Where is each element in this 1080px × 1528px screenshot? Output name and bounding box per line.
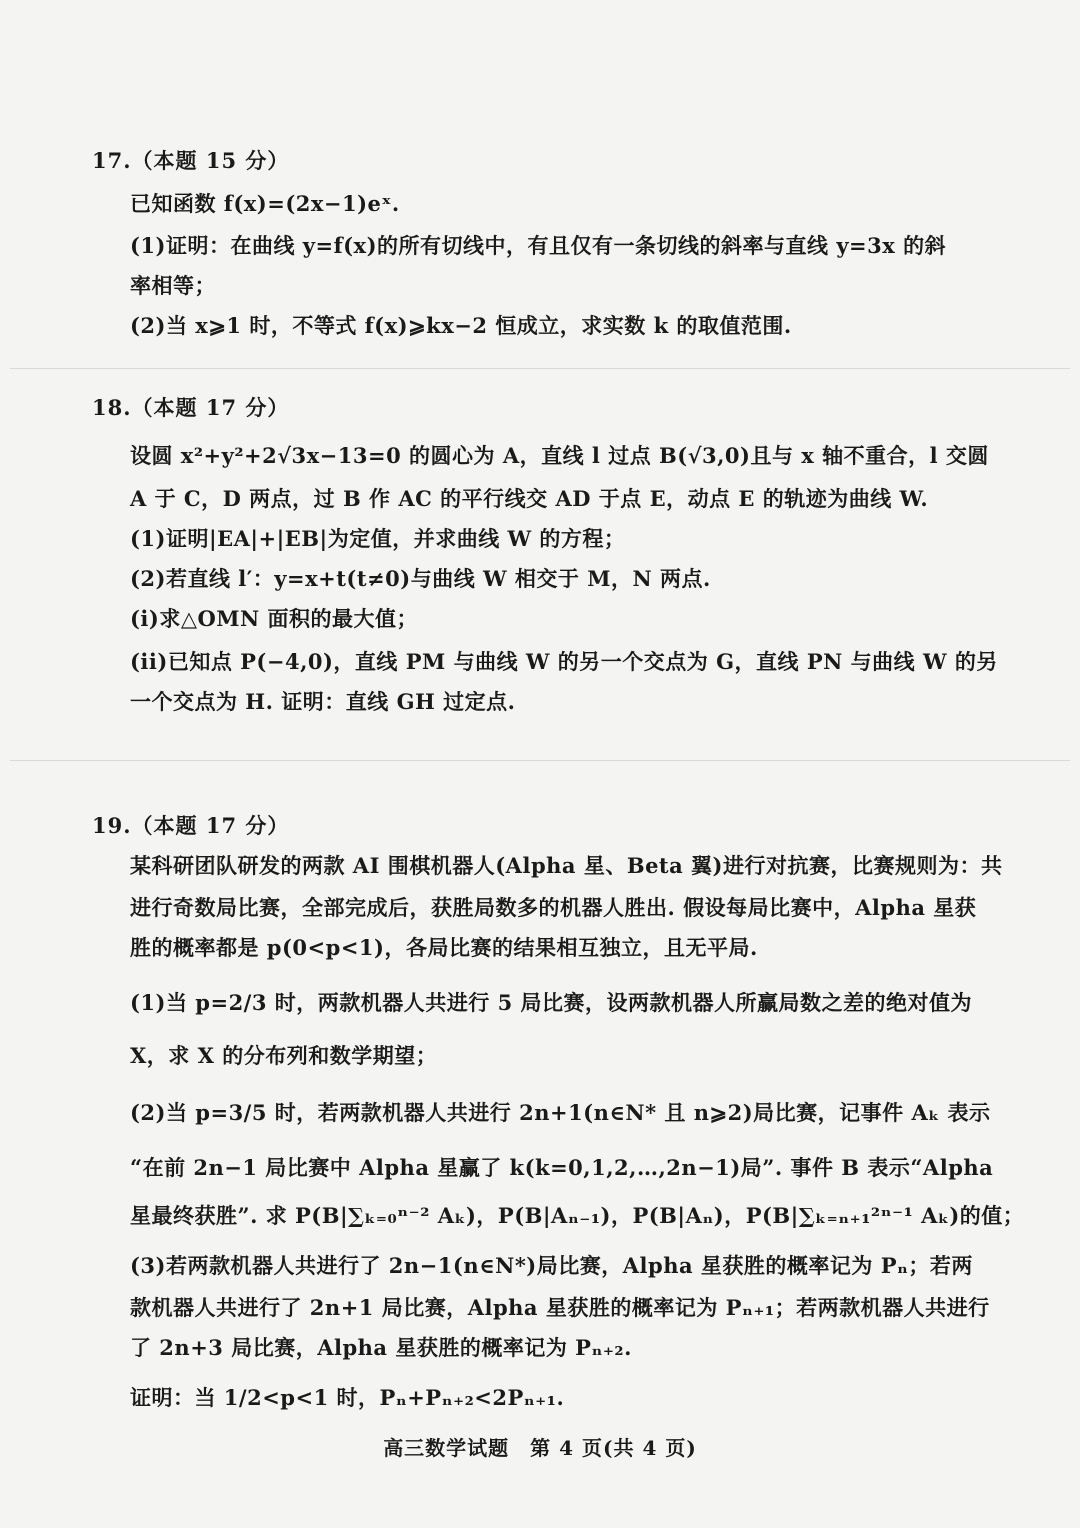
q19-line-8: 星最终获胜”. 求 P(B|∑ₖ₌₀ⁿ⁻² Aₖ)，P(B|Aₙ₋₁)，P(B|Aₙ)，P(B|∑ₖ₌ₙ₊₁²ⁿ⁻¹ Aₖ)的值；: [130, 1203, 1025, 1228]
q19-line-11: 了 2n+3 局比赛，Alpha 星获胜的概率记为 Pₙ₊₂.: [130, 1335, 632, 1360]
q19-line-6: (2)当 p=3/5 时，若两款机器人共进行 2n+1(n∈N* 且 n⩾2)局比赛，记事件 Aₖ 表示: [130, 1100, 991, 1125]
q18-line-5: (i)求△OMN 面积的最大值；: [130, 606, 419, 631]
q19-line-5: X，求 X 的分布列和数学期望；: [130, 1043, 438, 1068]
q19-header: 19.（本题 17 分）: [92, 813, 290, 838]
q17-line-2: (1)证明：在曲线 y=f(x)的所有切线中，有且仅有一条切线的斜率与直线 y=3x 的斜: [130, 233, 947, 258]
q18-line-2: A 于 C，D 两点，过 B 作 AC 的平行线交 AD 于点 E，动点 E 的轨迹为曲线 W.: [130, 486, 929, 511]
q18-line-1: 设圆 x²+y²+2√3x−13=0 的圆心为 A，直线 l 过点 B(√3,0)且与 x 轴不重合，l 交圆: [130, 443, 989, 468]
q19-line-4: (1)当 p=2/3 时，两款机器人共进行 5 局比赛，设两款机器人所赢局数之差的绝对值为: [130, 990, 973, 1015]
q18-line-4: (2)若直线 l′：y=x+t(t≠0)与曲线 W 相交于 M，N 两点.: [130, 566, 711, 591]
q19-line-7: “在前 2n−1 局比赛中 Alpha 星赢了 k(k=0,1,2,…,2n−1)局”. 事件 B 表示“Alpha: [130, 1155, 994, 1180]
q19-line-12: 证明：当 1/2<p<1 时，Pₙ+Pₙ₊₂<2Pₙ₊₁.: [130, 1385, 565, 1410]
q17-line-3: 率相等；: [130, 273, 216, 298]
q19-line-9: (3)若两款机器人共进行了 2n−1(n∈N*)局比赛，Alpha 星获胜的概率记为 Pₙ；若两: [130, 1253, 973, 1278]
q18-line-7: 一个交点为 H. 证明：直线 GH 过定点.: [130, 689, 516, 714]
page-footer: 高三数学试题 第 4 页(共 4 页): [383, 1436, 697, 1460]
q17-header: 17.（本题 15 分）: [92, 148, 290, 173]
section-divider-1: [10, 368, 1070, 369]
q19-line-3: 胜的概率都是 p(0<p<1)，各局比赛的结果相互独立，且无平局.: [130, 935, 758, 960]
q17-line-4: (2)当 x⩾1 时，不等式 f(x)⩾kx−2 恒成立，求实数 k 的取值范围.: [130, 313, 792, 338]
q17-line-1: 已知函数 f(x)=(2x−1)eˣ.: [130, 191, 400, 216]
q19-line-2: 进行奇数局比赛，全部完成后，获胜局数多的机器人胜出. 假设每局比赛中，Alpha 星获: [130, 895, 977, 920]
q19-line-10: 款机器人共进行了 2n+1 局比赛，Alpha 星获胜的概率记为 Pₙ₊₁；若两款机器人共进行: [130, 1295, 990, 1320]
q19-line-1: 某科研团队研发的两款 AI 围棋机器人(Alpha 星、Beta 翼)进行对抗赛，比赛规则为：共: [130, 853, 1003, 878]
section-divider-2: [10, 760, 1070, 761]
q18-header: 18.（本题 17 分）: [92, 395, 290, 420]
q18-line-6: (ii)已知点 P(−4,0)，直线 PM 与曲线 W 的另一个交点为 G，直线 PN 与曲线 W 的另: [130, 649, 998, 674]
q18-line-3: (1)证明|EA|+|EB|为定值，并求曲线 W 的方程；: [130, 526, 626, 551]
